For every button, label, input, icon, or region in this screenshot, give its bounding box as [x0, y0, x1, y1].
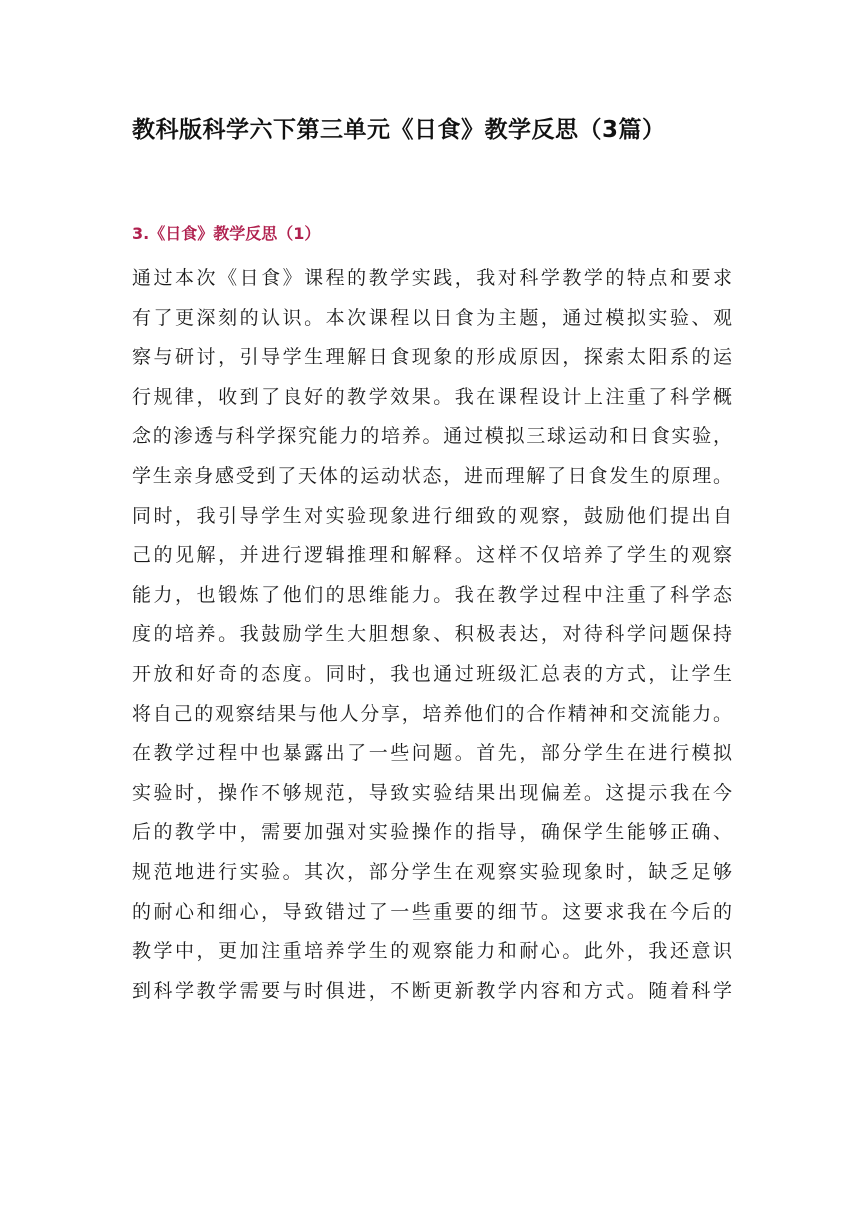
- paragraph-line: 实验时，操作不够规范，导致实验结果出现偏差。这提示我在今: [132, 781, 732, 804]
- paragraph-line: 通过本次《日食》课程的教学实践，我对科学教学的特点和要求: [132, 267, 732, 289]
- section-heading: 3.《日食》教学反思（1）: [132, 224, 321, 243]
- paragraph-line: 有了更深刻的认识。本次课程以日食为主题，通过模拟实验、观: [132, 306, 732, 329]
- paragraph-line: 在教学过程中也暴露出了一些问题。首先，部分学生在进行模拟: [132, 742, 732, 765]
- paragraph-line: 到科学教学需要与时俱进，不断更新教学内容和方式。随着科学: [132, 979, 732, 1002]
- paragraph-line: 后的教学中，需要加强对实验操作的指导，确保学生能够正确、: [132, 821, 732, 844]
- paragraph-line: 教学中，更加注重培养学生的观察能力和耐心。此外，我还意识: [132, 940, 732, 963]
- paragraph-line: 规范地进行实验。其次，部分学生在观察实验现象时，缺乏足够: [132, 860, 732, 883]
- paragraph-line: 同时，我引导学生对实验现象进行细致的观察，鼓励他们提出自: [132, 504, 732, 527]
- paragraph-line: 学生亲身感受到了天体的运动状态，进而理解了日食发生的原理。: [132, 464, 732, 487]
- paragraph-line: 行规律，收到了良好的教学效果。我在课程设计上注重了科学概: [132, 385, 732, 408]
- paragraph-line: 念的渗透与科学探究能力的培养。通过模拟三球运动和日食实验，: [132, 425, 732, 448]
- paragraph-line: 度的培养。我鼓励学生大胆想象、积极表达，对待科学问题保持: [132, 623, 732, 646]
- paragraph-line: 的耐心和细心，导致错过了一些重要的细节。这要求我在今后的: [132, 900, 732, 923]
- paragraph-line: 开放和好奇的态度。同时，我也通过班级汇总表的方式，让学生: [132, 662, 732, 685]
- body-paragraph: [132, 262, 732, 1014]
- paragraph-line: 察与研讨，引导学生理解日食现象的形成原因，探索太阳系的运: [132, 346, 732, 369]
- document-title: 教科版科学六下第三单元《日食》教学反思（3篇）: [132, 117, 666, 143]
- paragraph-line: 能力，也锻炼了他们的思维能力。我在教学过程中注重了科学态: [132, 583, 732, 606]
- paragraph-line: 将自己的观察结果与他人分享，培养他们的合作精神和交流能力。: [132, 702, 732, 725]
- paragraph-line: 己的见解，并进行逻辑推理和解释。这样不仅培养了学生的观察: [132, 544, 732, 567]
